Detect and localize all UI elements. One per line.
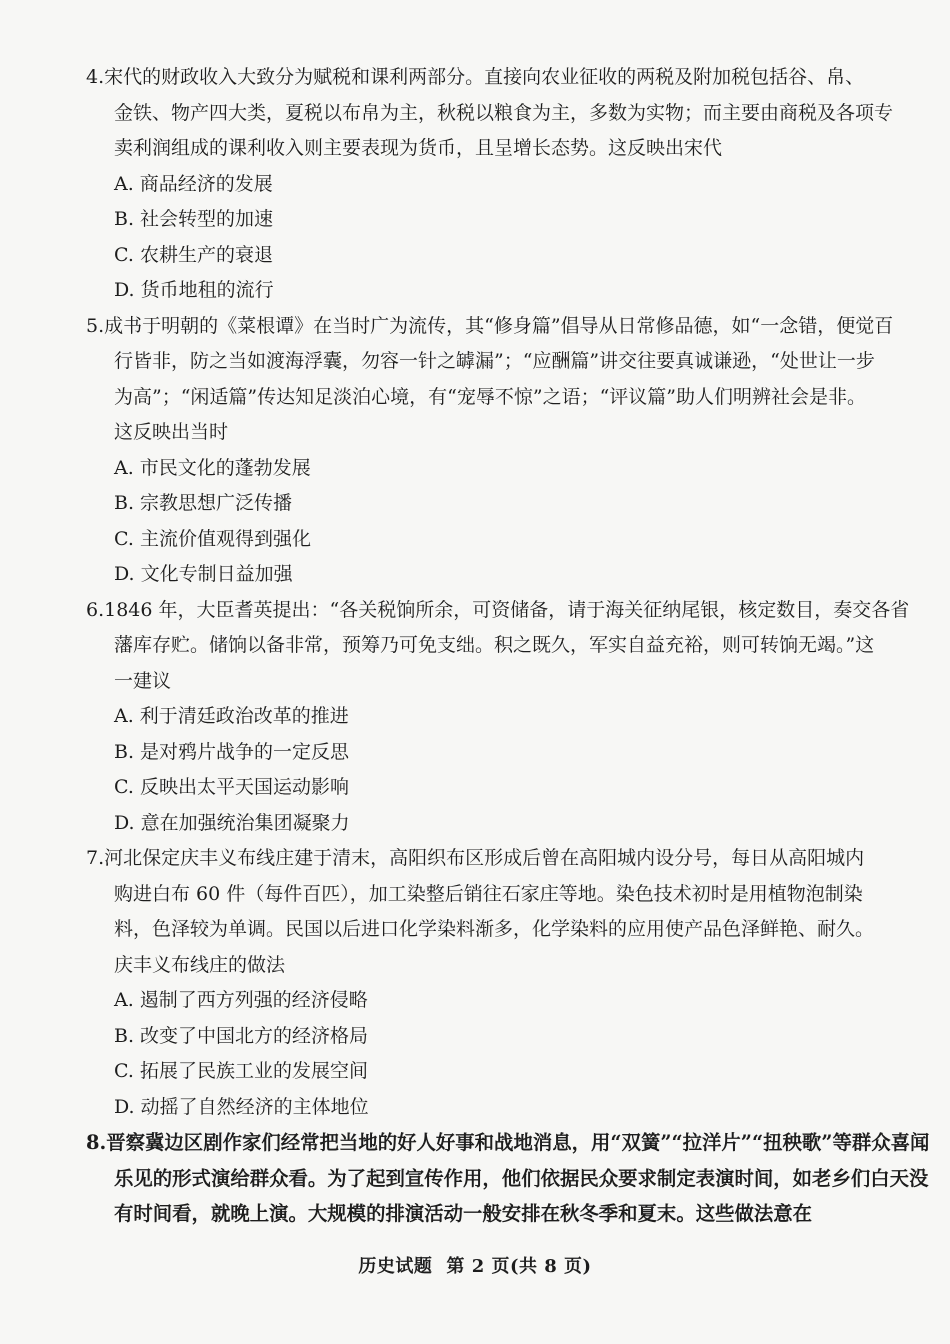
footer-subject: 历史试题	[358, 1256, 433, 1277]
page-footer	[0, 1252, 950, 1278]
option-b: B. 社会转型的加速	[114, 208, 274, 230]
question-stem-line: 8.晋察冀边区剧作家们经常把当地的好人好事和战地消息，用“双簧”“拉洋片”“扭秧歌”等群众喜闻	[86, 1131, 930, 1154]
question-8	[86, 1125, 930, 1232]
option-a: A. 遏制了西方列强的经济侵略	[114, 989, 368, 1011]
question-stem-line: 卖利润组成的课利收入则主要表现为货币，且呈增长态势。这反映出宋代	[114, 137, 723, 159]
option-a: A. 市民文化的蓬勃发展	[114, 456, 311, 479]
question-4	[86, 60, 894, 309]
option-b: B. 是对鸦片战争的一定反思	[114, 740, 350, 763]
option-a: A. 利于清廷政治改革的推进	[114, 705, 349, 727]
option-b: B. 改变了中国北方的经济格局	[114, 1024, 369, 1047]
option-d: D. 文化专制日益加强	[114, 563, 293, 585]
question-stem-line: 购进白布 60 件（每件百匹），加工染整后销往石家庄等地。染色技术初时是用植物泡制染	[114, 882, 863, 905]
question-stem-line: 7.河北保定庆丰义布线庄建于清末，高阳织布区形成后曾在高阳城内设分号，每日从高阳城内	[86, 847, 865, 869]
option-d: D. 意在加强统治集团凝聚力	[114, 811, 350, 834]
question-stem-line: 这反映出当时	[114, 421, 229, 443]
question-stem-line: 庆丰义布线庄的做法	[114, 953, 286, 976]
question-stem-line: 乐见的形式演给群众看。为了起到宣传作用，他们依据民众要求制定表演时间，如老乡们白天没	[114, 1166, 929, 1190]
option-b: B. 宗教思想广泛传播	[114, 492, 293, 514]
question-stem-line: 为高”；“闲适篇”传达知足淡泊心境，有“宠辱不惊”之语；“评议篇”助人们明辨社会是非。	[114, 385, 866, 408]
option-d: D. 动摇了自然经济的主体地位	[114, 1095, 369, 1118]
option-c: C. 主流价值观得到强化	[114, 527, 311, 550]
question-6	[86, 593, 910, 842]
footer-page-number: 第 2 页(共 8 页)	[446, 1256, 592, 1277]
question-5	[86, 309, 894, 593]
question-stem-line: 5.成书于明朝的《菜根谭》在当时广为流传，其“修身篇”倡导从日常修品德，如“一念错，便觉百	[86, 314, 894, 337]
question-stem-line: 藩库存贮。储饷以备非常，预筹乃可免支绌。积之既久，军实自益充裕，则可转饷无竭。”这	[114, 634, 875, 656]
option-c: C. 农耕生产的衰退	[114, 243, 273, 266]
question-stem-line: 料，色泽较为单调。民国以后进口化学染料渐多，化学染料的应用使产品色泽鲜艳、耐久。	[114, 918, 875, 940]
option-c: C. 拓展了民族工业的发展空间	[114, 1060, 368, 1082]
question-stem-line: 有时间看，就晚上演。大规模的排演活动一般安排在秋冬季和夏末。这些做法意在	[114, 1202, 813, 1225]
question-stem-line: 6.1846 年，大臣耆英提出：“各关税饷所余，可资储备，请于海关征纳尾银，核定数目，奏交各省	[86, 598, 910, 621]
question-stem-line: 行皆非，防之当如渡海浮囊，勿容一针之罅漏”；“应酬篇”讲交往要真诚谦逊，“处世让一步	[114, 350, 875, 372]
option-a: A. 商品经济的发展	[114, 172, 273, 195]
question-stem-line: 金铁、物产四大类，夏税以布帛为主，秋税以粮食为主，多数为实物；而主要由商税及各项专	[114, 101, 894, 124]
question-stem-line: 一建议	[114, 669, 172, 692]
question-7	[86, 841, 878, 1125]
option-d: D. 货币地租的流行	[114, 279, 274, 301]
question-stem-line: 4.宋代的财政收入大致分为赋税和课利两部分。直接向农业征收的两税及附加税包括谷、帛、	[86, 66, 865, 88]
option-c: C. 反映出太平天国运动影响	[114, 776, 349, 798]
